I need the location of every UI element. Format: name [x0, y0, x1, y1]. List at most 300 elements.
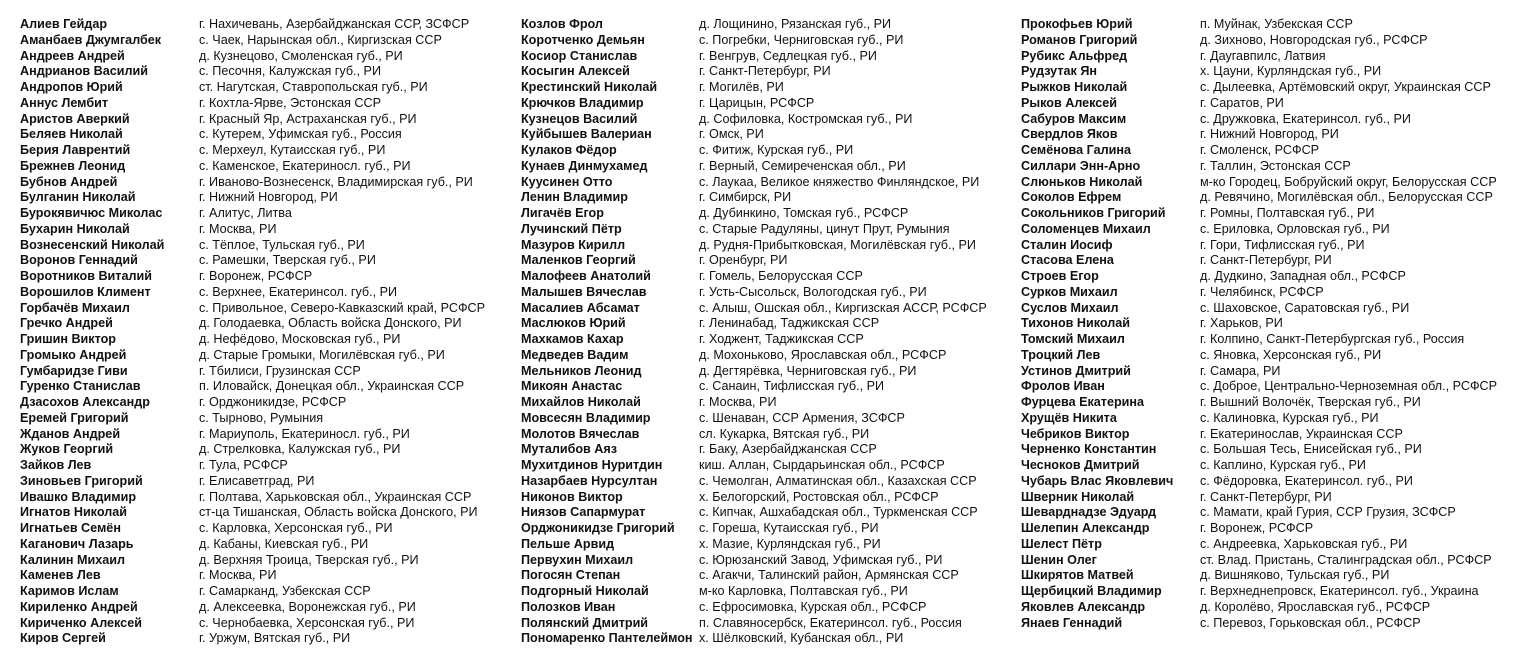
birthplace: г. Вышний Волочёк, Тверская губ., РИ: [1200, 395, 1421, 409]
list-item: [1021, 458, 1530, 474]
birthplace: г. Омск, РИ: [699, 127, 764, 142]
list-item: [1021, 253, 1530, 269]
birthplace: г. Москва, РИ: [199, 568, 277, 583]
person-name: Громыко Андрей: [20, 347, 127, 362]
list-item: [1021, 64, 1530, 80]
person-name: Рубикс Альфред: [1021, 48, 1128, 63]
list-item: [20, 332, 499, 348]
person-name: Маслюков Юрий: [521, 316, 626, 331]
person-name: Сталин Иосиф: [1021, 237, 1113, 252]
person-name: Погосян Степан: [521, 568, 621, 583]
person-name: Лигачёв Егор: [521, 206, 604, 220]
person-name: Жуков Георгий: [20, 442, 114, 457]
list-item: [521, 143, 999, 159]
person-name: Полянский Дмитрий: [521, 615, 649, 630]
list-item: [521, 537, 999, 553]
list-item: [1021, 127, 1530, 143]
person-name: Бухарин Николай: [20, 221, 130, 236]
birthplace: м-ко Карловка, Полтавская губ., РИ: [699, 584, 908, 598]
person-name: Пономаренко Пантелеймон: [521, 631, 693, 646]
list-item: [20, 348, 499, 364]
birthplace: с. Санаин, Тифлисская губ., РИ: [699, 379, 885, 394]
list-item: [1021, 616, 1530, 632]
birthplace: п. Муйнак, Узбекская ССР: [1200, 17, 1353, 31]
birthplace: г. Воронеж, РСФСР: [1200, 521, 1314, 535]
list-item: [521, 222, 999, 238]
list-item: [20, 505, 499, 521]
list-item: [521, 159, 999, 175]
person-name: Рыков Алексей: [1021, 95, 1118, 110]
person-name: Прокофьев Юрий: [1021, 17, 1133, 31]
birthplace: г. Нахичевань, Азербайджанская ССР, ЗСФСР: [199, 17, 470, 31]
person-name: Андреев Андрей: [20, 48, 125, 63]
person-name: Маленков Георгий: [521, 253, 636, 268]
birthplace: с. Алыш, Ошская обл., Киргизская АССР, РСФСР: [699, 300, 987, 315]
birthplace: с. Тырново, Румыния: [199, 410, 324, 425]
person-name: Горбачёв Михаил: [20, 300, 130, 315]
list-item: [521, 348, 999, 364]
person-name: Яковлев Александр: [1021, 599, 1146, 614]
list-item: [20, 64, 499, 80]
list-item: [1021, 33, 1530, 49]
birthplace: д. Вишняково, Тульская губ., РИ: [1200, 568, 1390, 583]
birthplace: с. Фитиж, Курская губ., РИ: [699, 143, 854, 157]
birthplace: д. Алексеевка, Воронежская губ., РИ: [199, 599, 416, 614]
list-item: [1021, 474, 1530, 490]
birthplace: д. Зихново, Новгородская губ., РСФСР: [1200, 32, 1428, 47]
list-item: [521, 316, 999, 332]
birthplace: с. Фёдоровка, Екатеринсол. губ., РИ: [1200, 473, 1413, 488]
birthplace: с. Старые Радуляны, цинут Прут, Румыния: [699, 221, 950, 236]
person-name: Малышев Вячеслав: [521, 284, 647, 299]
list-item: [1021, 175, 1530, 191]
birthplace: г. Усть-Сысольск, Вологодская губ., РИ: [699, 284, 927, 299]
person-name: Хрущёв Никита: [1021, 410, 1117, 425]
person-name: Шкирятов Матвей: [1021, 568, 1134, 583]
list-item: [20, 568, 499, 584]
person-name: Гумбаридзе Гиви: [20, 363, 128, 378]
birthplace: с. Погребки, Черниговская губ., РИ: [699, 32, 904, 47]
list-item: [521, 301, 999, 317]
person-name: Берия Лаврентий: [20, 143, 131, 157]
list-item: [20, 427, 499, 443]
list-item: [1021, 584, 1530, 600]
list-item: [1021, 80, 1530, 96]
person-name: Коротченко Демьян: [521, 32, 645, 47]
birthplace: д. Мохоньково, Ярославская обл., РСФСР: [699, 347, 947, 362]
birthplace: г. Москва, РИ: [699, 395, 777, 409]
person-name: Аманбаев Джумгалбек: [20, 32, 162, 47]
birthplace: киш. Аллан, Сырдарьинская обл., РСФСР: [699, 458, 945, 472]
list-item: [1021, 238, 1530, 254]
person-name: Первухин Михаил: [521, 552, 634, 567]
person-name: Подгорный Николай: [521, 584, 649, 598]
birthplace: д. Рудня-Прибытковская, Могилёвская губ., РИ: [699, 237, 976, 252]
birthplace: г. Елисаветград, РИ: [199, 473, 315, 488]
person-name: Шелест Пётр: [1021, 536, 1102, 551]
birthplace: г. Красный Яр, Астраханская губ., РИ: [199, 111, 417, 126]
person-name: Рудзутак Ян: [1021, 64, 1097, 79]
person-name: Шенин Олег: [1021, 552, 1097, 567]
birthplace: п. Славяносербск, Екатеринсол. губ., Россия: [699, 615, 962, 630]
person-name: Зиновьев Григорий: [20, 473, 143, 488]
list-item: [20, 127, 499, 143]
birthplace: г. Симбирск, РИ: [699, 190, 792, 205]
list-item: [521, 206, 999, 222]
person-name: Алиев Гейдар: [20, 17, 108, 31]
birthplace: г. Колпино, Санкт-Петербургская губ., Россия: [1200, 332, 1465, 346]
person-name: Мовсесян Владимир: [521, 410, 651, 425]
person-name: Крестинский Николай: [521, 80, 658, 94]
birthplace: г. Ленинабад, Таджикская ССР: [699, 316, 880, 331]
birthplace: д. Дубинкино, Томская губ., РСФСР: [699, 206, 909, 220]
list-item: [20, 206, 499, 222]
list-item: [1021, 301, 1530, 317]
person-name: Брежнев Леонид: [20, 158, 126, 173]
birthplace: с. Мерхеул, Кутаисская губ., РИ: [199, 143, 386, 157]
person-name: Сурков Михаил: [1021, 284, 1118, 299]
list-item: [521, 253, 999, 269]
person-name: Орджоникидзе Григорий: [521, 521, 675, 535]
list-item: [1021, 427, 1530, 443]
list-item: [1021, 348, 1530, 364]
list-item: [521, 616, 999, 632]
list-item: [1021, 269, 1530, 285]
list-item: [20, 269, 499, 285]
birthplace: с. Шенаван, ССР Армения, ЗСФСР: [699, 410, 905, 425]
birthplace: с. Юрюзанский Завод, Уфимская губ., РИ: [699, 552, 943, 567]
birthplace: д. Дудкино, Западная обл., РСФСР: [1200, 269, 1406, 283]
birthplace: г. Таллин, Эстонская ССР: [1200, 158, 1351, 173]
person-name: Жданов Андрей: [20, 426, 121, 441]
birthplace: с. Кутерем, Уфимская губ., Россия: [199, 127, 402, 142]
person-name: Пельше Арвид: [521, 536, 615, 551]
birthplace: д. Старые Громыки, Могилёвская губ., РИ: [199, 347, 445, 362]
person-name: Аннус Лембит: [20, 95, 109, 110]
birthplace: г. Царицын, РСФСР: [699, 95, 815, 110]
list-item: [20, 442, 499, 458]
person-name: Игнатьев Семён: [20, 521, 121, 535]
list-item: [521, 269, 999, 285]
list-item: [521, 33, 999, 49]
list-item: [20, 631, 499, 647]
birthplace: г. Уржум, Вятская губ., РИ: [199, 631, 351, 646]
birthplace: с. Привольное, Северо-Кавказский край, РСФСР: [199, 300, 486, 315]
person-name: Свердлов Яков: [1021, 127, 1118, 142]
list-item: [521, 175, 999, 191]
list-item: [20, 80, 499, 96]
list-item: [521, 364, 999, 380]
person-name: Косыгин Алексей: [521, 64, 630, 79]
birthplace: г. Могилёв, РИ: [699, 80, 784, 94]
birthplace: г. Иваново-Вознесенск, Владимирская губ., РИ: [199, 174, 473, 189]
list-item: [1021, 442, 1530, 458]
person-name: Стасова Елена: [1021, 253, 1114, 268]
person-name: Каримов Ислам: [20, 584, 119, 598]
list-item: [521, 458, 999, 474]
list-item: [1021, 490, 1530, 506]
person-name: Куусинен Отто: [521, 174, 613, 189]
birthplace: г. Гомель, Белорусская ССР: [699, 269, 863, 283]
list-item: [20, 584, 499, 600]
birthplace: г. Ходжент, Таджикская ССР: [699, 332, 864, 346]
birthplace: г. Санкт-Петербург, РИ: [699, 64, 831, 79]
person-name: Дзасохов Александр: [20, 395, 150, 409]
person-name: Булганин Николай: [20, 190, 136, 205]
birthplace: с. Большая Тесь, Енисейская губ., РИ: [1200, 442, 1422, 457]
person-name: Соколов Ефрем: [1021, 190, 1122, 205]
list-item: [20, 537, 499, 553]
birthplace: сл. Кукарка, Вятская губ., РИ: [699, 426, 870, 441]
list-item: [20, 190, 499, 206]
birthplace: м-ко Городец, Бобруйский округ, Белорусская ССР: [1200, 174, 1497, 189]
list-item: [521, 411, 999, 427]
person-name: Гуренко Станислав: [20, 379, 141, 394]
list-item: [521, 442, 999, 458]
birthplace: с. Верхнее, Екатеринсол. губ., РИ: [199, 284, 398, 299]
list-item: [521, 96, 999, 112]
person-name: Беляев Николай: [20, 127, 123, 142]
list-item: [20, 17, 499, 33]
birthplace: с. Гореша, Кутаисская губ., РИ: [699, 521, 879, 535]
list-item: [1021, 411, 1530, 427]
list-item: [1021, 222, 1530, 238]
birthplace: г. Ромны, Полтавская губ., РИ: [1200, 206, 1375, 220]
list-item: [521, 584, 999, 600]
birthplace: г. Санкт-Петербург, РИ: [1200, 489, 1332, 504]
birthplace: с. Чернобаевка, Херсонская губ., РИ: [199, 615, 415, 630]
person-name: Ленин Владимир: [521, 190, 628, 205]
person-name: Чебриков Виктор: [1021, 426, 1130, 441]
list-item: [521, 600, 999, 616]
person-name: Бубнов Андрей: [20, 174, 118, 189]
birthplace: с. Чаек, Нарынская обл., Киргизская ССР: [199, 32, 442, 47]
list-item: [1021, 96, 1530, 112]
person-name: Воронов Геннадий: [20, 253, 138, 268]
birthplace: с. Ериловка, Орловская губ., РИ: [1200, 221, 1390, 236]
birthplace: г. Самарканд, Узбекская ССР: [199, 584, 371, 598]
birthplace: с. Доброе, Центрально-Черноземная обл., РСФСР: [1200, 379, 1498, 394]
birthplace: ст. Нагутская, Ставропольская губ., РИ: [199, 80, 428, 94]
list-item: [20, 474, 499, 490]
list-item: [20, 143, 499, 159]
list-item: [1021, 112, 1530, 128]
birthplace: г. Баку, Азербайджанская ССР: [699, 442, 877, 457]
person-name: Полозков Иван: [521, 599, 616, 614]
birthplace: п. Иловайск, Донецкая обл., Украинская ССР: [199, 379, 465, 394]
person-name: Ворошилов Климент: [20, 284, 151, 299]
person-name: Малофеев Анатолий: [521, 269, 651, 283]
list-item: [20, 238, 499, 254]
column-group-3: [1021, 17, 1530, 631]
list-item: [20, 616, 499, 632]
person-name: Соломенцев Михаил: [1021, 221, 1151, 236]
birthplace: г. Венгрув, Седлецкая губ., РИ: [699, 48, 877, 63]
person-name: Строев Егор: [1021, 269, 1099, 283]
list-item: [20, 49, 499, 65]
birthplace: д. Ревячино, Могилёвская обл., Белорусская ССР: [1200, 190, 1493, 205]
list-item: [20, 600, 499, 616]
list-item: [20, 553, 499, 569]
birthplace: ст-ца Тишанская, Область войска Донского, РИ: [199, 505, 478, 520]
person-name: Шелепин Александр: [1021, 521, 1150, 535]
list-item: [20, 521, 499, 537]
person-name: Мухитдинов Нуритдин: [521, 458, 663, 472]
list-item: [1021, 521, 1530, 537]
birthplace: с. Тёплое, Тульская губ., РИ: [199, 237, 365, 252]
person-name: Шверник Николай: [1021, 489, 1135, 504]
birthplace: г. Верхнеднепровск, Екатеринсол. губ., Украина: [1200, 584, 1479, 598]
birthplace: г. Саратов, РИ: [1200, 95, 1284, 110]
list-item: [20, 175, 499, 191]
person-name: Черненко Константин: [1021, 442, 1157, 457]
list-item: [521, 127, 999, 143]
person-name: Бурокявичюс Миколас: [20, 206, 163, 220]
list-item: [1021, 285, 1530, 301]
birthplace: с. Лаукаа, Великое княжество Финляндское, РИ: [699, 174, 980, 189]
person-name: Ивашко Владимир: [20, 489, 137, 504]
list-item: [521, 474, 999, 490]
person-name: Каменев Лев: [20, 568, 101, 583]
person-name: Ниязов Сапармурат: [521, 505, 646, 520]
birthplace: х. Белогорский, Ростовская обл., РСФСР: [699, 489, 939, 504]
list-item: [1021, 17, 1530, 33]
birthplace: с. Рамешки, Тверская губ., РИ: [199, 253, 376, 268]
person-name: Молотов Вячеслав: [521, 426, 640, 441]
birthplace: д. Нефёдово, Московская губ., РИ: [199, 332, 401, 346]
list-item: [521, 379, 999, 395]
birthplace: г. Алитус, Литва: [199, 206, 292, 220]
birthplace: г. Воронеж, РСФСР: [199, 269, 313, 283]
birthplace: г. Челябинск, РСФСР: [1200, 284, 1324, 299]
birthplace: с. Карловка, Херсонская губ., РИ: [199, 521, 393, 535]
list-item: [20, 112, 499, 128]
person-name: Чубарь Влас Яковлевич: [1021, 473, 1174, 488]
person-name: Шеварднадзе Эдуард: [1021, 505, 1157, 520]
person-name: Муталибов Аяз: [521, 442, 617, 457]
list-item: [20, 285, 499, 301]
person-name: Косиор Станислав: [521, 48, 638, 63]
birthplace: г. Тбилиси, Грузинская ССР: [199, 363, 361, 378]
birthplace: д. Верхняя Троица, Тверская губ., РИ: [199, 552, 419, 567]
birthplace: д. Дегтярёвка, Черниговская губ., РИ: [699, 363, 917, 378]
list-item: [1021, 568, 1530, 584]
person-name: Микоян Анастас: [521, 379, 623, 394]
person-name: Еремей Григорий: [20, 410, 129, 425]
person-name: Михайлов Николай: [521, 395, 641, 409]
birthplace: с. Дылеевка, Артёмовский округ, Украинская ССР: [1200, 80, 1491, 94]
list-item: [521, 427, 999, 443]
list-item: [521, 49, 999, 65]
birthplace: г. Кохтла-Ярве, Эстонская ССР: [199, 95, 382, 110]
person-name: Лучинский Пётр: [521, 221, 622, 236]
list-item: [20, 395, 499, 411]
list-item: [521, 490, 999, 506]
person-name: Щербицкий Владимир: [1021, 584, 1162, 598]
birthplace: с. Калиновка, Курская губ., РИ: [1200, 410, 1379, 425]
birthplace: с. Агакчи, Талинский район, Армянская ССР: [699, 568, 959, 583]
list-item: [20, 379, 499, 395]
person-name: Чесноков Дмитрий: [1021, 458, 1140, 472]
list-item: [1021, 49, 1530, 65]
person-name: Гришин Виктор: [20, 332, 116, 346]
birthplace: д. Кабаны, Киевская губ., РИ: [199, 536, 369, 551]
person-name: Никонов Виктор: [521, 489, 623, 504]
birthplace: д. Королёво, Ярославская губ., РСФСР: [1200, 599, 1431, 614]
birthplace: с. Мамати, край Гурия, ССР Грузия, ЗСФСР: [1200, 505, 1456, 520]
person-name: Троцкий Лев: [1021, 347, 1101, 362]
birthplace: д. Лощинино, Рязанская губ., РИ: [699, 17, 892, 31]
birthplace: г. Москва, РИ: [199, 221, 277, 236]
person-name: Назарбаев Нурсултан: [521, 473, 658, 488]
person-name: Мазуров Кирилл: [521, 237, 626, 252]
list-item: [1021, 206, 1530, 222]
list-item: [1021, 143, 1530, 159]
person-name: Тихонов Николай: [1021, 316, 1130, 331]
person-name: Фурцева Екатерина: [1021, 395, 1145, 409]
column-group-1: [20, 17, 499, 647]
person-name: Слюньков Николай: [1021, 174, 1143, 189]
person-name: Воротников Виталий: [20, 269, 152, 283]
person-name: Семёнова Галина: [1021, 143, 1131, 157]
birthplace: с. Шаховское, Саратовская губ., РИ: [1200, 300, 1410, 315]
birthplace: х. Шёлковский, Кубанская обл., РИ: [699, 631, 904, 646]
list-item: [521, 64, 999, 80]
birthplace: г. Оренбург, РИ: [699, 253, 788, 268]
person-name: Кулаков Фёдор: [521, 143, 617, 157]
list-item: [521, 505, 999, 521]
list-item: [521, 112, 999, 128]
birthplace: с. Дружковка, Екатеринсол. губ., РИ: [1200, 111, 1411, 126]
birthplace: г. Тула, РСФСР: [199, 458, 288, 472]
list-item: [20, 301, 499, 317]
person-name: Кузнецов Василий: [521, 111, 638, 126]
list-item: [1021, 395, 1530, 411]
person-name: Киров Сергей: [20, 631, 106, 646]
person-name: Янаев Геннадий: [1021, 615, 1123, 630]
birthplace: г. Верный, Семиреченская обл., РИ: [699, 158, 906, 173]
birthplace: г. Смоленск, РСФСР: [1200, 143, 1320, 157]
person-name: Калинин Михаил: [20, 552, 126, 567]
person-name: Андрианов Василий: [20, 64, 149, 79]
birthplace: г. Екатеринослав, Украинская ССР: [1200, 426, 1403, 441]
list-item: [1021, 553, 1530, 569]
list-item: [521, 332, 999, 348]
birthplace: д. Кузнецово, Смоленская губ., РИ: [199, 48, 403, 63]
birthplace: д. Стрелковка, Калужская губ., РИ: [199, 442, 401, 457]
list-item: [1021, 364, 1530, 380]
birthplace: с. Перевоз, Горьковская обл., РСФСР: [1200, 615, 1421, 630]
birthplace: с. Андреевка, Харьковская губ., РИ: [1200, 536, 1408, 551]
birthplace: г. Нижний Новгород, РИ: [1200, 127, 1339, 142]
person-name: Устинов Дмитрий: [1021, 363, 1131, 378]
column-group-2: [521, 17, 999, 647]
person-name: Махкамов Кахар: [521, 332, 624, 346]
list-item: [20, 490, 499, 506]
list-item: [521, 568, 999, 584]
person-name: Силлари Энн-Арно: [1021, 158, 1141, 173]
person-name: Крючков Владимир: [521, 95, 644, 110]
birthplace: г. Харьков, РИ: [1200, 316, 1283, 331]
person-name: Романов Григорий: [1021, 32, 1138, 47]
list-item: [521, 553, 999, 569]
person-name: Игнатов Николай: [20, 505, 127, 520]
birthplace: с. Каменское, Екатериносл. губ., РИ: [199, 158, 411, 173]
person-name: Медведев Вадим: [521, 347, 629, 362]
list-item: [521, 238, 999, 254]
birthplace: ст. Влад. Пристань, Сталинградская обл., РСФСР: [1200, 552, 1492, 567]
person-name: Рыжков Николай: [1021, 80, 1128, 94]
